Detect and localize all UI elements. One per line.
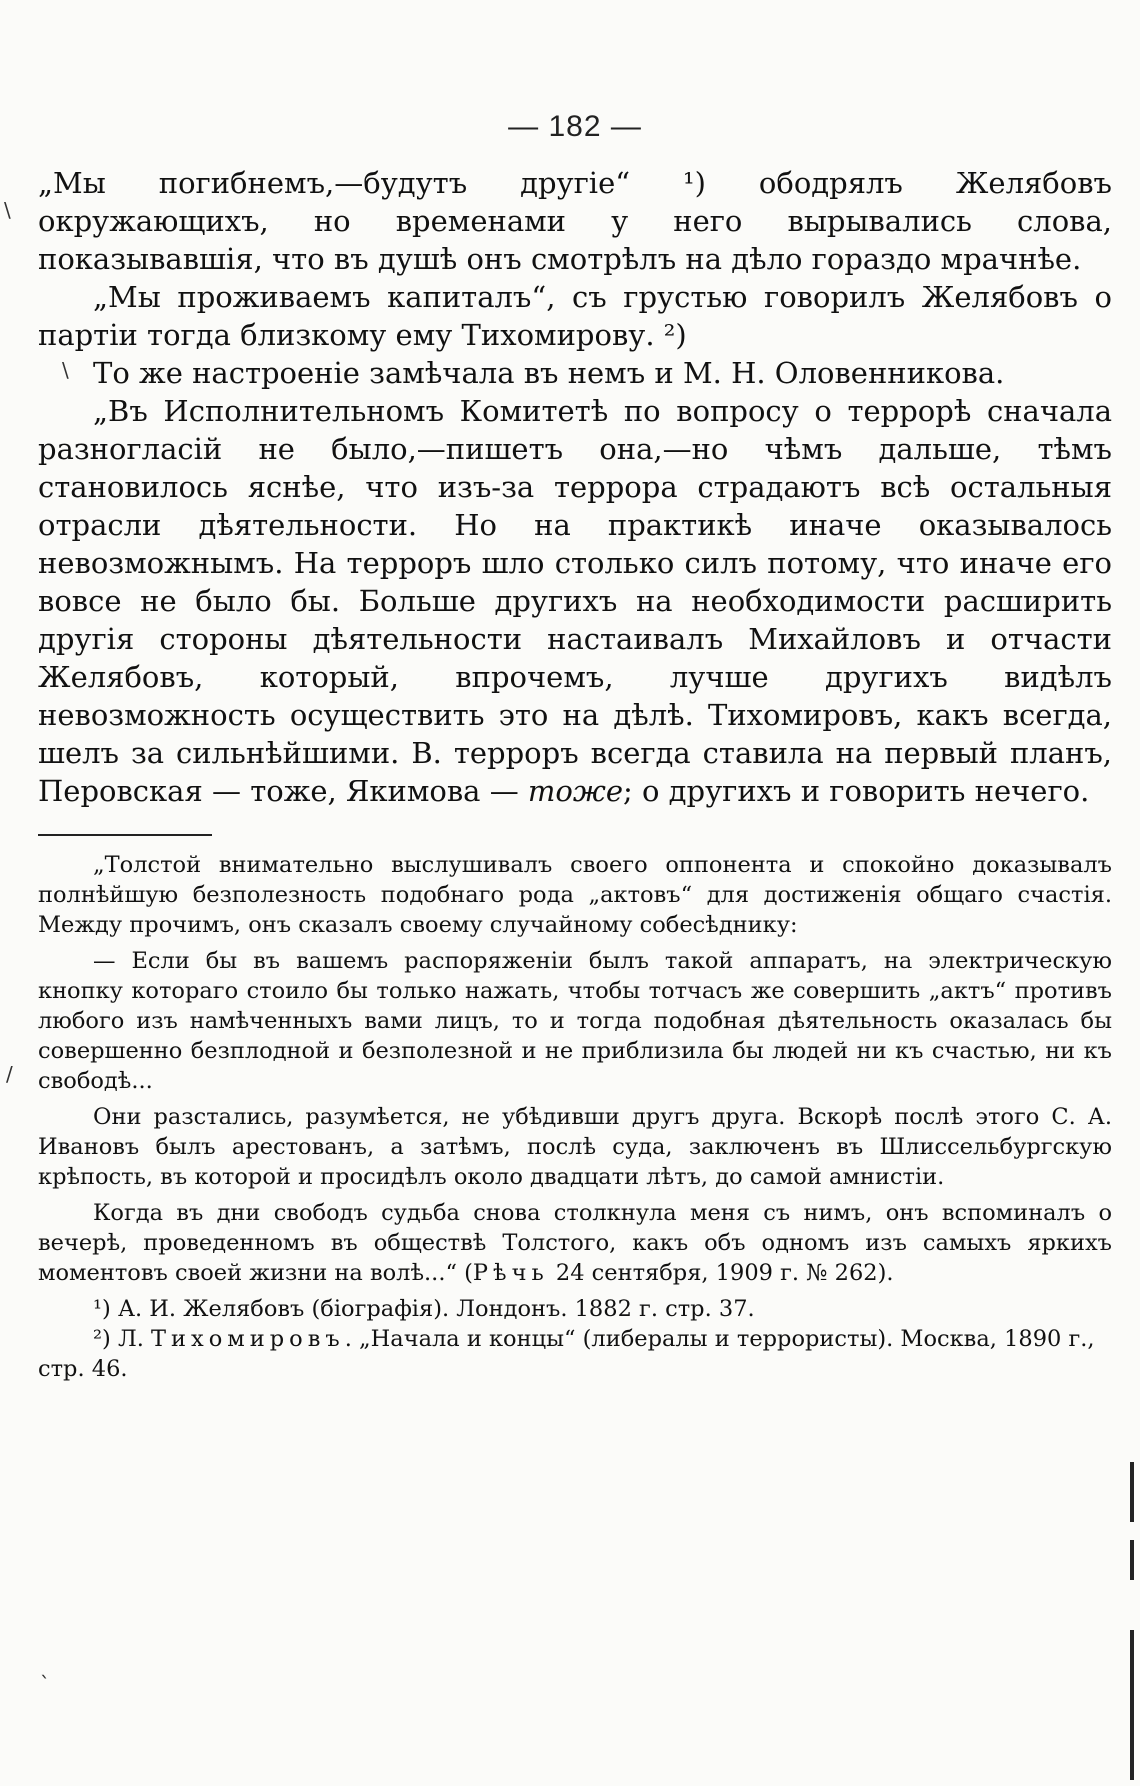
page-number: — 182 — (508, 110, 642, 143)
footnote-divider (38, 834, 212, 836)
margin-mark: \ (62, 358, 69, 382)
scan-edge-artifact (1130, 1462, 1134, 1522)
margin-mark: ` (40, 1672, 50, 1696)
paragraph-4 (38, 392, 1112, 810)
footnote-paragraph-1: „Толстой внимательно выслушивалъ своего оппонента и спокойно доказывалъ полнѣйшую безполезность подобнаго рода „актовъ“ для достиженія общаго счастія. Между прочимъ, онъ сказалъ своему случайному собесѣднику: (38, 852, 1112, 938)
reference-2-author: Тихомировъ (151, 1326, 345, 1352)
reference-1: ¹) А. И. Желябовъ (біографія). Лондонъ. 1882 г. стр. 37. (93, 1296, 755, 1322)
reference-2 (38, 1324, 1112, 1384)
footnote-paragraph-2: — Если бы въ вашемъ распоряженіи былъ такой аппаратъ, на электрическую кнопку котораго стоило бы только нажать, чтобы тотчасъ же совершить „актъ“ противъ любого изъ намѣченныхъ вами лицъ, то и тогда подобная дѣятельность оказалась бы совершенно безплодной и безполезной и не приблизила бы людей ни къ счастью, ни къ свободѣ... (38, 948, 1112, 1094)
main-text (38, 164, 1112, 810)
footnote-paragraph-4 (38, 1198, 1112, 1288)
reference-2-prefix: ²) Л. (93, 1326, 152, 1352)
footnote-paragraph-4-end: 24 сентября, 1909 г. № 262). (548, 1260, 894, 1286)
margin-mark: / (6, 1062, 13, 1086)
paragraph-4-italic: тоже (527, 774, 624, 808)
reference-2-rest: . „Начала и концы“ (либералы и террористы). Москва, 1890 г., стр. 46. (38, 1326, 1095, 1382)
paragraph-2: „Мы проживаемъ капиталъ“, съ грустью говорилъ Желябовъ о партіи тогда близкому ему Тихомирову. ²) (38, 280, 1112, 352)
newspaper-title: Рѣчь (472, 1260, 549, 1286)
scan-edge-artifact (1130, 1540, 1134, 1580)
paragraph-4-text: „Въ Исполнительномъ Комитетѣ по вопросу о террорѣ сначала разногласій не было,—пишетъ она,—но чѣмъ дальше, тѣмъ становилось яснѣе, что изъ-за террора страдаютъ всѣ остальныя отрасли дѣятельности. Но на практикѣ иначе оказывалось невозможнымъ. На терроръ шло столько силъ потому, что иначе его вовсе не было бы. Больше другихъ на необходимости расширить другія стороны дѣятельности настаивалъ Михайловъ и отчасти Желябовъ, который, впрочемъ, лучше другихъ видѣлъ невозможность осуществить это на дѣлѣ. Тихомировъ, какъ всегда, шелъ за сильнѣйшими. В. терроръ всегда ставила на первый планъ, Перовская — тоже, Якимова — (38, 394, 1112, 808)
margin-mark: \ (4, 198, 11, 222)
scan-edge-artifact (1130, 1630, 1134, 1780)
footnote-paragraph-4-text: Когда въ дни свободъ судьба снова столкнула меня съ нимъ, онъ вспоминалъ о вечерѣ, проведенномъ въ обществѣ Толстого, какъ объ одномъ изъ самыхъ яркихъ моментовъ своей жизни на волѣ...“ ( (38, 1200, 1112, 1286)
reference-list (38, 1294, 1112, 1384)
footnote-block (38, 850, 1112, 1288)
footnote-paragraph-3: Они разстались, разумѣется, не убѣдивши другъ друга. Вскорѣ послѣ этого С. А. Ивановъ былъ арестованъ, а затѣмъ, послѣ суда, заключенъ въ Шлиссельбургскую крѣпость, въ которой и просидѣлъ около двадцати лѣтъ, до самой амнистіи. (38, 1104, 1112, 1190)
paragraph-1: „Мы погибнемъ,—будутъ другіе“ ¹) ободрялъ Желябовъ окружающихъ, но временами у него вырывались слова, показывавшія, что въ душѣ онъ смотрѣлъ на дѣло гораздо мрачнѣе. (38, 166, 1112, 276)
paragraph-4-end: ; о другихъ и говорить нечего. (623, 774, 1090, 808)
paragraph-3: То же настроеніе замѣчала въ немъ и М. Н. Оловенникова. (93, 356, 1005, 390)
book-page (38, 110, 1112, 1384)
